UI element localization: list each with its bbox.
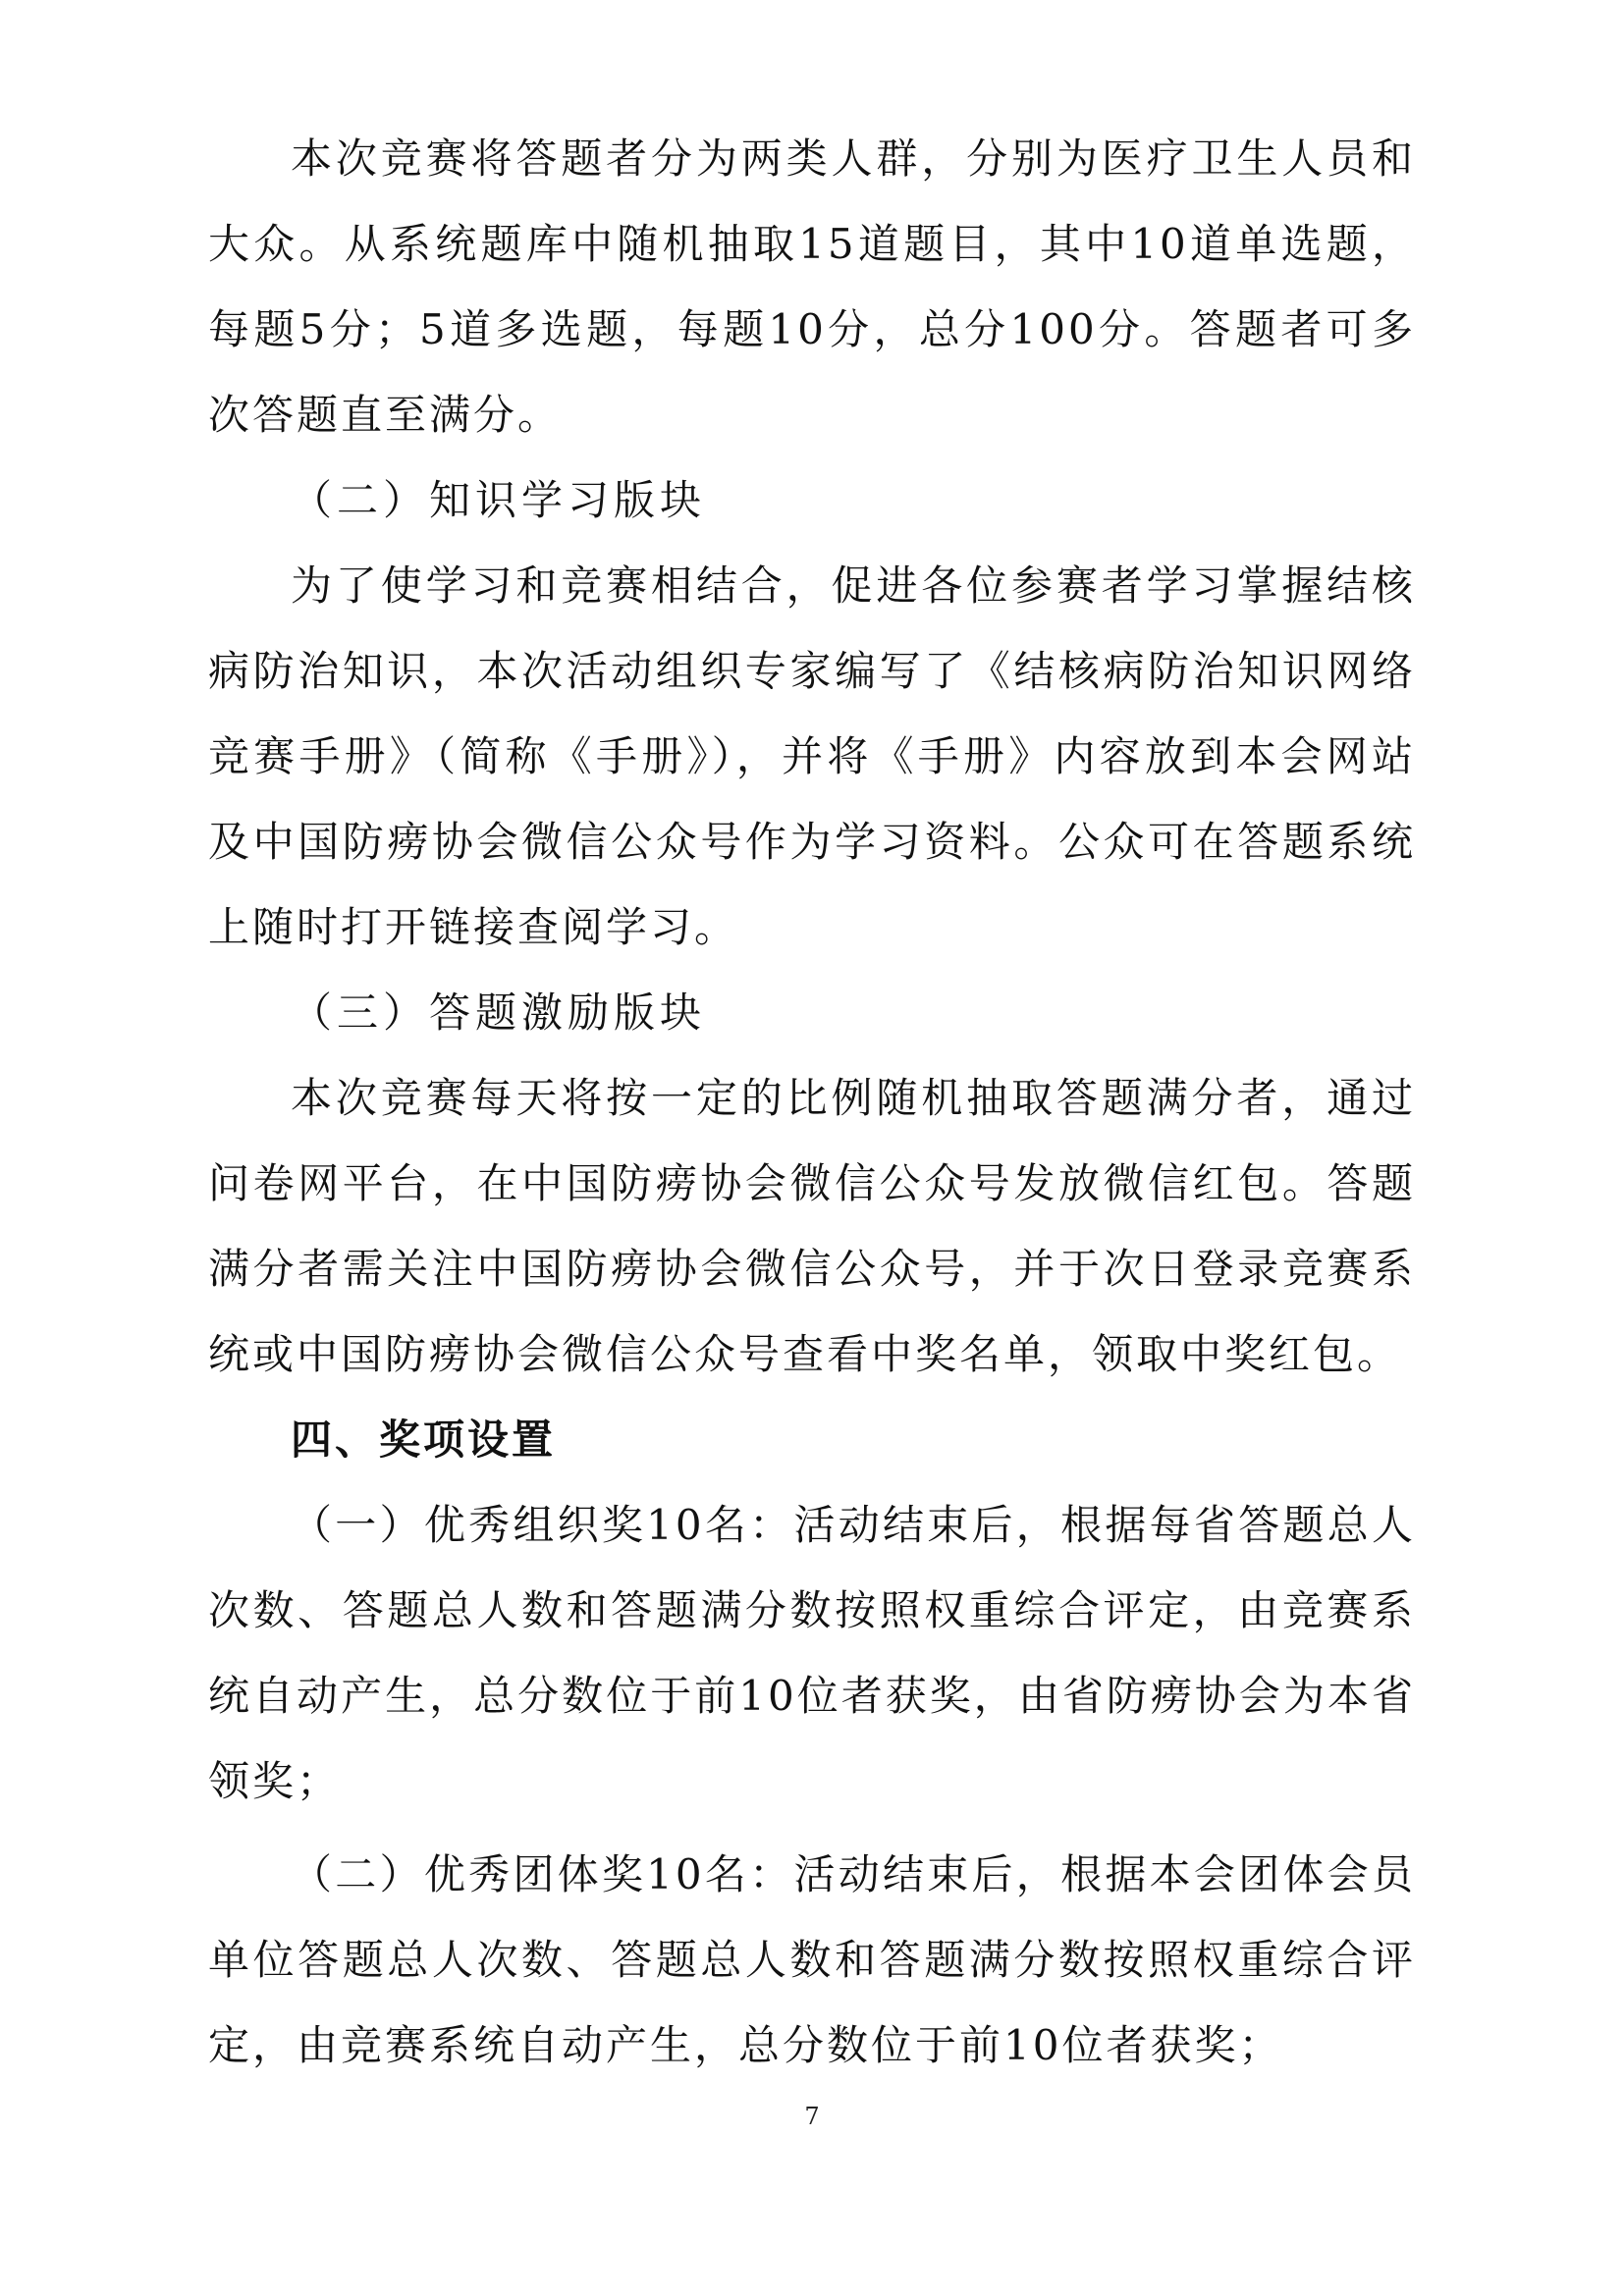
paragraph-answer-incentive: 本次竞赛每天将按一定的比例随机抽取答题满分者，通过问卷网平台，在中国防痨协会微信公众号发放微信红包。答题满分者需关注中国防痨协会微信公众号，并于次日登录竞赛系统或中国防痨协会微信公众号查看中奖名单，领取中奖红包。 <box>208 1074 1416 1378</box>
paragraph-gap <box>208 1824 1416 1832</box>
page-number: 7 <box>804 2103 820 2130</box>
subheading-answer-incentive: （三）答题激励版块 <box>291 988 707 1037</box>
paragraph-competition-rules: 本次竞赛将答题者分为两类人群，分别为医疗卫生人员和大众。从系统题库中随机抽取15道题目，其中10道单选题，每题5分；5道多选题，每题10分，总分100分。答题者可多次答题直至满分。 <box>208 134 1416 439</box>
section-heading-awards: 四、奖项设置 <box>291 1415 557 1464</box>
document-body <box>208 116 1416 2088</box>
paragraph-group-award: （二）优秀团体奖10名：活动结束后，根据本会团体会员单位答题总人次数、答题总人数和答题满分数按照权重综合评定，由竞赛系统自动产生，总分数位于前10位者获奖； <box>208 1850 1416 2069</box>
paragraph-organization-award: （一）优秀组织奖10名：活动结束后，根据每省答题总人次数、答题总人数和答题满分数按照权重综合评定，由竞赛系统自动产生，总分数位于前10位者获奖，由省防痨协会为本省领奖； <box>208 1501 1416 1805</box>
subheading-knowledge-learning: （二）知识学习版块 <box>291 476 707 524</box>
paragraph-knowledge-learning: 为了使学习和竞赛相结合，促进各位参赛者学习掌握结核病防治知识，本次活动组织专家编写了《结核病防治知识网络竞赛手册》（简称《手册》），并将《手册》内容放到本会网站及中国防痨协会微信公众号作为学习资料。公众可在答题系统上随时打开链接查阅学习。 <box>208 561 1416 951</box>
